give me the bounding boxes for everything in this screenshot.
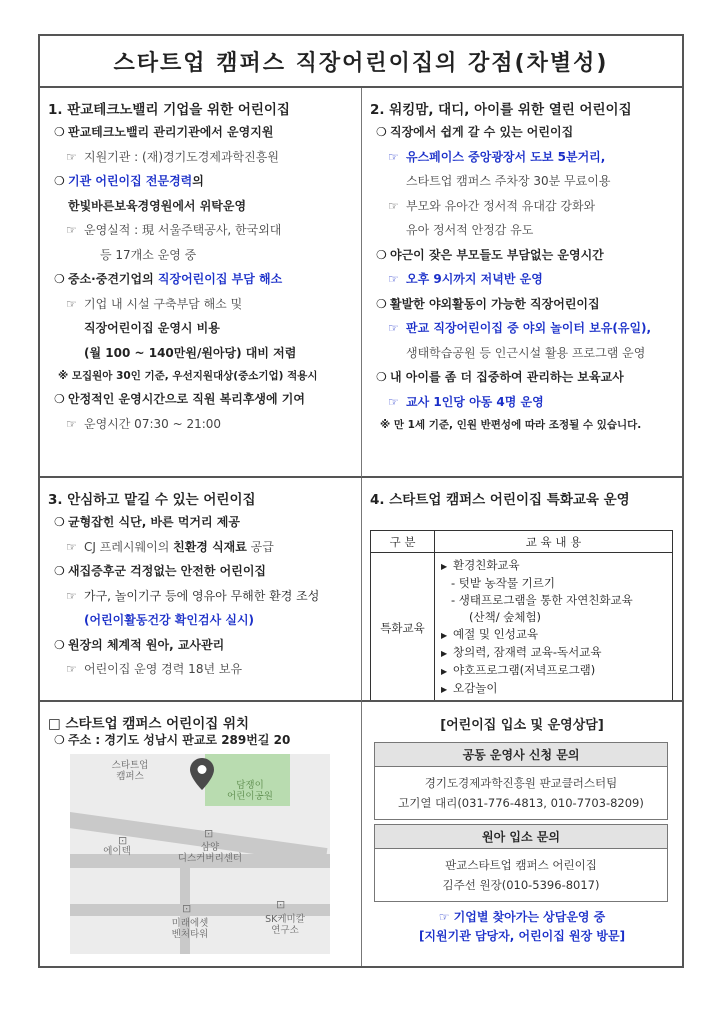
list-item-text: - 생태프로그램을 통한 자연친화교육 [451,593,633,607]
contact-heading: [어린이집 입소 및 운영상담] [440,718,604,733]
table-header-row [371,531,673,553]
contact-box-body [375,767,667,819]
bullet: ❍ 직장에서 쉽게 갈 수 있는 어린이집 [362,120,682,145]
list-item-text: 오감놀이 [453,681,498,695]
table-header: 구 분 [371,531,435,553]
contact-person: 김주선 원장(010-5396-8017) [442,878,600,892]
page-title: 스타트업 캠퍼스 직장어린이집의 강점(차별성) [40,36,682,88]
sub-item-continuation: (월 100 ~ 140만원/원아당) 대비 저렴 [84,345,297,360]
list-item-text: 예절 및 인성교육 [453,627,539,641]
education-table [370,530,673,702]
visit-notice: ☞ 기업별 찾아가는 상담운영 중 [438,910,606,924]
list-item [441,575,672,592]
bullet: ❍ 균형잡힌 식단, 바른 먹거리 제공 [40,510,361,535]
bullet: ❍ 새집증후군 걱정없는 안전한 어린이집 [40,559,361,584]
list-item [441,609,672,626]
contact-box-admission [374,824,668,902]
location-pin-icon [190,758,214,790]
sub-item: ☞ CJ 프레시웨이의 친환경 식재료 공급 [40,535,361,560]
section-2-heading: 2. 워킹맘, 대디, 아이를 위한 열린 어린이집 [370,102,632,118]
contact-org: 경기도경제과학진흥원 판교클러스터팀 [424,776,618,790]
map-label: 에이텍 [103,846,131,857]
contact-box-heading: 공동 운영사 신청 문의 [375,743,667,767]
bullet: ❍ 안정적인 운영시간으로 직원 복리후생에 기여 [40,387,361,412]
circle-icon: ❍ [54,733,65,747]
pointing-hand-icon: ☞ [66,662,77,676]
contact-person: 고기열 대리(031-776-4813, 010-7703-8209) [398,796,644,810]
sub-item-continuation: 직장어린이집 운영시 비용 [84,321,220,335]
sub-item-continuation: 유아 정서적 안정감 유도 [406,223,534,237]
bullet: ❍ 활발한 야외활동이 가능한 직장어린이집 [362,292,682,317]
circle-icon: ❍ [54,637,65,652]
list-item [441,557,672,575]
sub-item: ☞ 유스페이스 중앙광장서 도보 5분거리, [362,145,682,170]
triangle-bullet-icon: ▶ [441,685,448,694]
list-item-text: - 텃밭 농작물 기르기 [451,576,555,590]
list-item [441,644,672,662]
table-header: 교 육 내 용 [435,531,673,553]
footnote: ※ 만 1세 기준, 인원 반편성에 따라 조정될 수 있습니다. [380,419,642,431]
triangle-bullet-icon: ▶ [441,631,448,640]
address: ❍ 주소 : 경기도 성남시 판교로 289번길 20 [40,728,361,753]
sub-item: ☞ 가구, 놀이기구 등에 영유아 무해한 환경 조성 [40,584,361,609]
sub-item: ☞ 운영시간 07:30 ~ 21:00 [40,412,361,437]
list-item-text: 창의력, 잠재력 교육-독서교육 [453,645,602,659]
pointing-hand-icon: ☞ [388,149,399,164]
pointing-hand-icon: ☞ [388,394,399,409]
bullet: ❍ 원장의 체계적 원아, 교사관리 [40,633,361,658]
sub-item-continuation: 생태학습공원 등 인근시설 활용 프로그램 운영 [406,345,646,360]
table-cell-category: 특화교육 [371,553,435,703]
table-cell-content [435,553,673,703]
sub-item-continuation: 등 17개소 운영 중 [100,247,197,262]
building-icon: ⊡ [276,898,286,911]
sub-item: ☞ 운영실적 : 現 서울주택공사, 한국외대 [40,218,361,243]
footnote: ※ 모집원아 30인 기준, 우선지원대상(중소기업) 적용시 [58,370,318,382]
list-item [441,662,672,680]
map-label: 미래에셋 벤처타워 [171,918,209,940]
list-item-text: 야호프로그램(저녁프로그램) [453,663,596,677]
section-2 [362,88,682,478]
circle-icon: ❍ [376,125,387,139]
map-label: 스타트업 캠퍼스 [111,760,149,782]
pointing-hand-icon: ☞ [66,416,77,431]
bullet: ❍ 야근이 잦은 부모들도 부담없는 운영시간 [362,243,682,268]
map-label: SK케미칼 연구소 [265,914,305,936]
contact-box-operator [374,742,668,820]
bullet: ❍ 기관 어린이집 전문경력의 [40,169,361,194]
sub-item: ☞ 기업 내 시설 구축부담 해소 및 [40,292,361,317]
triangle-bullet-icon: ▶ [441,562,448,571]
section-3 [40,478,362,702]
education-list [435,553,672,702]
sub-item: ☞ 부모와 유아간 정서적 유대감 강화와 [362,194,682,219]
sub-item: ☞ 지원기관 : (재)경기도경제과학진흥원 [40,145,361,170]
bullet: ❍ 중소·중견기업의 직장어린이집 부담 해소 [40,267,361,292]
location-map[interactable] [70,754,330,954]
sub-item: ☞ 교사 1인당 아동 4명 운영 [362,390,682,415]
building-icon: ⊡ [204,827,214,840]
section-6 [362,702,682,966]
circle-icon: ❍ [54,272,65,286]
pointing-hand-icon: ☞ [66,296,77,311]
pointing-hand-icon: ☞ [66,223,77,237]
section-5 [40,702,362,966]
map-label: 담쟁이 어린이공원 [227,780,273,802]
building-icon: ⊡ [118,834,128,847]
sub-item-continuation: 스타트업 캠퍼스 주차장 30분 무료이용 [406,174,611,188]
circle-icon: ❍ [376,370,387,384]
circle-icon: ❍ [376,296,387,311]
circle-icon: ❍ [54,515,65,529]
circle-icon: ❍ [54,174,65,188]
section-1 [40,88,362,478]
section-3-heading: 3. 안심하고 맡길 수 있는 어린이집 [48,492,256,508]
pointing-hand-icon: ☞ [66,149,77,164]
sub-item-continuation: (어린이활동건강 확인검사 실시) [84,613,255,627]
circle-icon: ❍ [54,125,65,139]
triangle-bullet-icon: ▶ [441,649,448,658]
map-label: 삼양 디스커버리센터 [177,842,243,864]
contact-box-heading: 원아 입소 문의 [375,825,667,849]
sub-item: ☞ 어린이집 운영 경력 18년 보유 [40,657,361,682]
sub-item: ☞ 오후 9시까지 저녁반 운영 [362,267,682,292]
list-item [441,592,672,609]
pointing-hand-icon: ☞ [66,539,77,554]
section-1-heading: 1. 판교테크노밸리 기업을 위한 어린이집 [48,102,290,118]
pointing-hand-icon: ☞ [388,272,399,286]
section-4 [362,478,682,702]
sub-item: ☞ 판교 직장어린이집 중 야외 놀이터 보유(유일), [362,316,682,341]
list-item [441,680,672,698]
circle-icon: ❍ [54,564,65,578]
section-4-heading: 4. 스타트업 캠퍼스 어린이집 특화교육 운영 [370,492,630,508]
contact-box-body [375,849,667,901]
contact-org: 판교스타트업 캠퍼스 어린이집 [445,858,597,872]
table-row [371,553,673,703]
list-item [441,626,672,644]
bullet: ❍ 판교테크노밸리 관리기관에서 운영지원 [40,120,361,145]
bullet-continuation: 한빛바른보육경영원에서 위탁운영 [68,198,247,213]
section-5-heading: □ 스타트업 캠퍼스 어린이집 위치 [48,716,250,732]
pointing-hand-icon: ☞ [388,321,399,335]
pointing-hand-icon: ☞ [388,198,399,213]
pointing-hand-icon: ☞ [66,588,77,603]
document-frame [38,34,684,968]
triangle-bullet-icon: ▶ [441,667,448,676]
visit-notice-detail: [지원기관 담당자, 어린이집 원장 방문] [418,929,626,943]
list-item-text: 환경친화교육 [453,558,520,572]
building-icon: ⊡ [182,902,192,915]
list-item-text: (산책/ 숲체험) [469,610,542,624]
circle-icon: ❍ [54,392,65,406]
bullet: ❍ 내 아이를 좀 더 집중하여 관리하는 보육교사 [362,365,682,390]
circle-icon: ❍ [376,247,387,262]
